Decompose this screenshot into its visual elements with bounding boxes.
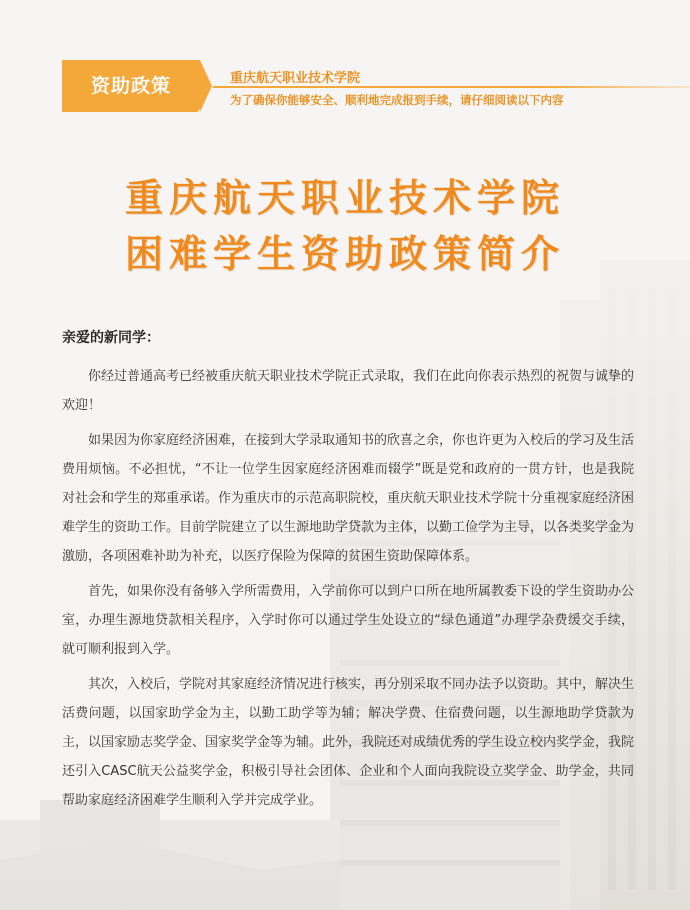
title-line-1: 重庆航天职业技术学院 <box>124 175 565 220</box>
page-title <box>0 170 690 282</box>
letter-body <box>62 326 634 821</box>
paragraph-2: 如果因为你家庭经济困难，在接到大学录取通知书的欣喜之余，你也许更为入校后的学习及生活费用烦恼。不必担忧，“不让一位学生因家庭经济困难而辍学”既是党和政府的一贯方针，也是我院对社会和学生的郑重承诺。作为重庆市的示范高职院校，重庆航天职业技术学院十分重视家庭经济困难学生的资助工作。目前学院建立了以生源地助学贷款为主体，以勤工俭学为主导，以各类奖学金为激励，各项困难补助为补充，以医疗保险为保障的贫困生资助保障体系。 <box>62 433 635 564</box>
section-tab <box>62 60 200 112</box>
letter-greeting: 亲爱的新同学： <box>62 330 160 346</box>
section-header <box>0 60 690 116</box>
header-note: 为了确保你能够安全、顺利地完成报到手续，请仔细阅读以下内容 <box>230 93 564 107</box>
tab-wedge-decoration <box>200 60 212 112</box>
paragraph-1: 你经过普通高考已经被重庆航天职业技术学院正式录取，我们在此向你表示热烈的祝贺与诚挚的欢迎！ <box>62 369 635 413</box>
paragraph-4: 其次，入校后，学院对其家庭经济情况进行核实，再分别采取不同办法予以资助。其中，解决生活费问题，以国家助学金为主，以勤工助学等为辅；解决学费、住宿费问题，以生源地助学贷款为主，以国家励志奖学金、国家奖学金等为辅。此外，我院还对成绩优秀的学生设立校内奖学金，我院还引入CASC航天公益奖学金，积极引导社会团体、企业和个人面向我院设立奖学金、助学金，共同帮助家庭经济困难学生顺利入学并完成学业。 <box>62 677 635 808</box>
title-line-2: 困难学生资助政策简介 <box>124 231 565 276</box>
header-school-name: 重庆航天职业技术学院 <box>230 71 361 86</box>
paragraph-3: 首先，如果你没有备够入学所需费用，入学前你可以到户口所在地所属教委下设的学生资助办公室，办理生源地贷款相关程序，入学时你可以通过学生处设立的“绿色通道”办理学杂费缓交手续，就可顺利报到入学。 <box>62 584 635 657</box>
header-divider <box>213 86 690 88</box>
section-tab-label: 资助政策 <box>90 75 171 97</box>
